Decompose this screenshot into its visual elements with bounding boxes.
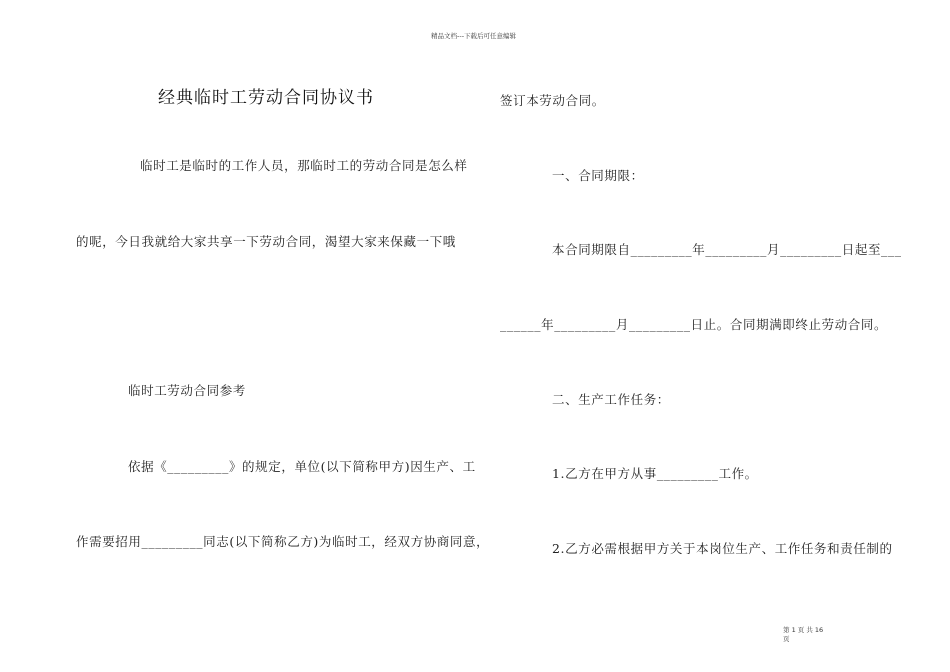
right-line-1: 签订本劳动合同。 [500, 93, 605, 108]
contract-subtitle: 临时工劳动合同参考 [128, 383, 246, 398]
document-title: 经典临时工劳动合同协议书 [158, 88, 374, 108]
item-2: 2.乙方必需根据甲方关于本岗位生产、工作任务和责任制的 [552, 541, 893, 556]
paragraph-line-1: 依据《_________》的规定，单位(以下简称甲方)因生产、工 [128, 459, 476, 474]
page-number-line-2: 页 [783, 634, 790, 643]
page-header: 精品文档---下载后可任意编辑 [431, 32, 517, 40]
section-2-heading: 二、生产工作任务： [552, 392, 670, 407]
term-line-2: ______年_________月_________日止。合同期满即终止劳动合同。 [500, 317, 888, 332]
intro-line-2: 的呢，今日我就给大家共享一下劳动合同，渴望大家来保藏一下哦 [76, 234, 456, 249]
page-number [783, 626, 823, 644]
intro-line-1: 临时工是临时的工作人员，那临时工的劳动合同是怎么样 [140, 158, 468, 173]
page-number-line-1: 第 1 页 共 16 [783, 626, 824, 634]
paragraph-line-2: 作需要招用_________同志(以下简称乙方)为临时工，经双方协商同意， [76, 534, 490, 549]
section-1-heading: 一、合同期限： [552, 168, 644, 183]
item-1: 1.乙方在甲方从事_________工作。 [552, 466, 758, 481]
term-line-1: 本合同期限自_________年_________月_________日起至___ [552, 242, 902, 257]
